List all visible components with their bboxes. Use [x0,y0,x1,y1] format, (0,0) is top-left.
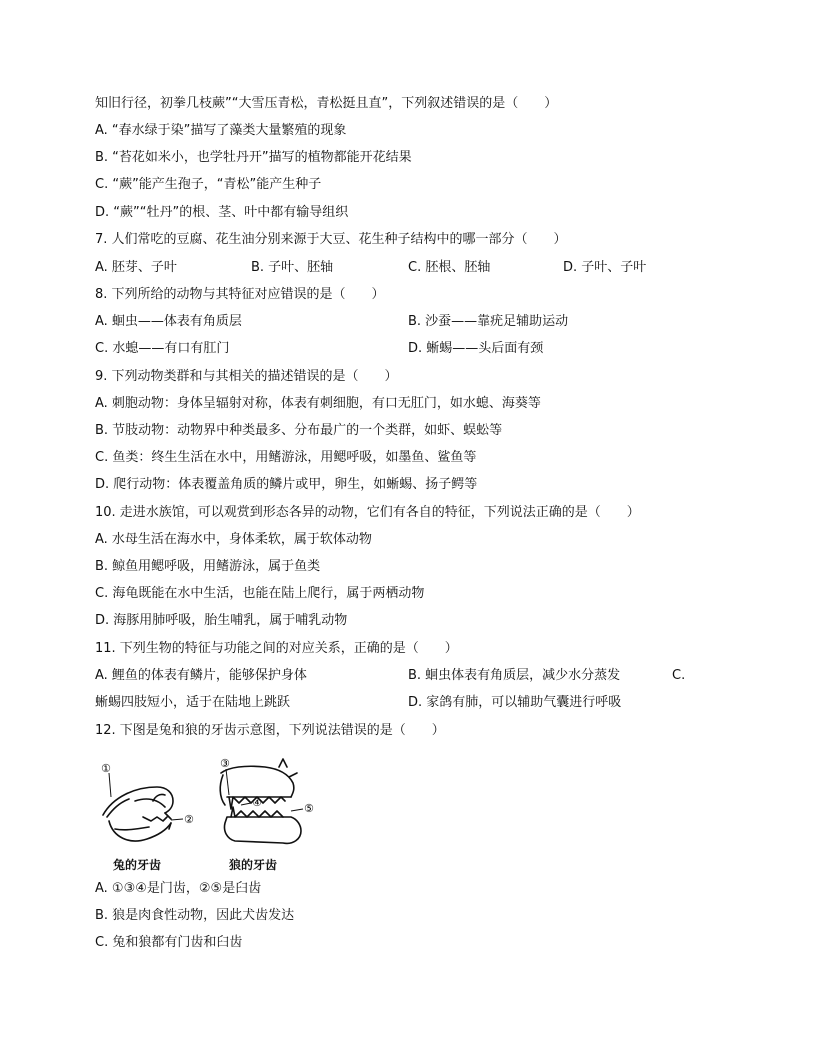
q12-option-b: B. 狼是肉食性动物，因此犬齿发达 [95,908,295,923]
q11-option-d: D. 家鸽有肺，可以辅助气囊进行呼吸 [408,695,622,710]
q12-option-a: A. ①③④是门齿，②⑤是臼齿 [95,881,262,896]
q11-option-c-text: 蜥蜴四肢短小，适于在陆地上跳跃 [95,695,291,710]
q7-stem: 7. 人们常吃的豆腐、花生油分别来源于大豆、花生种子结构中的哪一部分（ ） [95,232,567,247]
q10-option-c: C. 海龟既能在水中生活，也能在陆上爬行，属于两栖动物 [95,586,425,601]
q10-option-d: D. 海豚用肺呼吸，胎生哺乳，属于哺乳动物 [95,613,348,628]
q6-option-d: D. “蕨”“牡丹”的根、茎、叶中都有输导组织 [95,205,349,220]
q10-stem: 10. 走进水族馆，可以观赏到形态各异的动物，它们有各自的特征，下列说法正确的是（ ） [95,505,640,520]
marker-1: ① [101,762,111,775]
teeth-figure [95,757,335,873]
q9-stem: 9. 下列动物类群和与其相关的描述错误的是（ ） [95,369,398,384]
marker-3: ③ [220,757,230,770]
rabbit-skull [103,787,173,841]
q11-option-a: A. 鲤鱼的体表有鳞片，能够保护身体 [95,668,307,683]
q10-option-b: B. 鲸鱼用鳃呼吸，用鳍游泳，属于鱼类 [95,559,321,574]
q8-stem: 8. 下列所给的动物与其特征对应错误的是（ ） [95,287,385,302]
q9-option-a: A. 刺胞动物：身体呈辐射对称，体表有刺细胞，有口无肛门，如水螅、海葵等 [95,396,541,411]
q11-stem: 11. 下列生物的特征与功能之间的对应关系，正确的是（ ） [95,641,458,656]
q6-option-a: A. “春水绿于染”描写了藻类大量繁殖的现象 [95,123,347,138]
q8-option-c: C. 水螅——有口有肛门 [95,341,230,356]
q6-option-c: C. “蕨”能产生孢子，“青松”能产生种子 [95,177,322,192]
marker-5: ⑤ [304,802,314,815]
q9-option-c: C. 鱼类：终生生活在水中，用鳍游泳，用鳃呼吸，如墨鱼、鲨鱼等 [95,450,477,465]
q7-option-c: C. 胚根、胚轴 [408,260,491,275]
question-intro: 知旧行径，初拳几枝蕨”“大雪压青松，青松挺且直”，下列叙述错误的是（ ） [95,96,558,111]
marker-2: ② [184,813,194,826]
q12-stem: 12. 下图是兔和狼的牙齿示意图，下列说法错误的是（ ） [95,723,445,738]
rabbit-caption: 兔的牙齿 [113,858,162,872]
q12-option-c: C. 兔和狼都有门齿和臼齿 [95,935,243,950]
wolf-caption: 狼的牙齿 [229,858,278,872]
q7-option-b: B. 子叶、胚轴 [251,260,334,275]
q7-option-a: A. 胚芽、子叶 [95,260,177,275]
q11-option-b: B. 蛔虫体表有角质层，减少水分蒸发 [408,668,621,683]
q11-option-c-label: C. [672,668,686,683]
q8-option-b: B. 沙蚕——靠疣足辅助运动 [408,314,569,329]
q9-option-b: B. 节肢动物：动物界中种类最多、分布最广的一个类群，如虾、蜈蚣等 [95,423,503,438]
q7-option-d: D. 子叶、子叶 [563,260,647,275]
q6-option-b: B. “苔花如米小，也学牡丹开”描写的植物都能开花结果 [95,150,412,165]
q8-option-d: D. 蜥蜴——头后面有颈 [408,341,544,356]
marker-4: ④ [252,796,262,809]
q10-option-a: A. 水母生活在海水中，身体柔软，属于软体动物 [95,532,372,547]
q9-option-d: D. 爬行动物：体表覆盖角质的鳞片或甲，卵生，如蜥蜴、扬子鳄等 [95,477,478,492]
q8-option-a: A. 蛔虫——体表有角质层 [95,314,242,329]
